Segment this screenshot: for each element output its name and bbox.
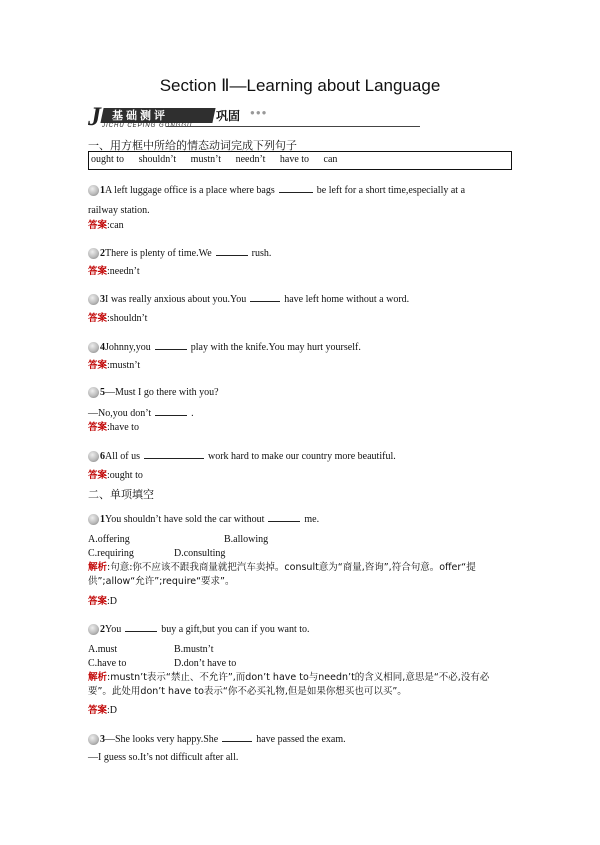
question-marker-icon <box>88 342 99 353</box>
section-banner <box>88 104 420 132</box>
answer-line: 答案:mustn’t <box>88 360 141 371</box>
answer-blank <box>155 406 187 416</box>
option: D.don’t have to <box>174 658 237 669</box>
answer-line: 答案:can <box>88 220 124 231</box>
question-marker-icon <box>88 451 99 462</box>
option: C.have to <box>88 658 127 669</box>
question-marker-icon <box>88 185 99 196</box>
option: C.requiring <box>88 548 134 559</box>
question-continuation: railway station. <box>88 205 150 216</box>
question-marker-icon <box>88 734 99 745</box>
banner-strong: 巩固 <box>216 109 241 123</box>
question: 4Johnny,you play with the knife.You may hurt yourself. <box>88 340 361 354</box>
question-marker-icon <box>88 387 99 398</box>
word-item: can <box>323 154 338 165</box>
question: 3—She looks very happy.She have passed the exam. <box>88 732 346 746</box>
option: B.mustn’t <box>174 644 214 655</box>
option: B.allowing <box>224 534 269 545</box>
word-item: mustn’t <box>190 154 222 165</box>
word-item: have to <box>279 154 310 165</box>
option: A.offering <box>88 534 130 545</box>
part1-heading: 一、用方框中所给的情态动词完成下列句子 <box>88 139 297 152</box>
question-marker-icon <box>88 624 99 635</box>
question-reply: —No,you don’t . <box>88 408 194 419</box>
answer-line: 答案:shouldn’t <box>88 313 148 324</box>
question-reply: —I guess so.It’s not difficult after all. <box>88 752 239 763</box>
answer-blank <box>155 340 187 350</box>
analysis: 解析:句意:你不应该不跟我商量就把汽车卖掉。consult意为“商量,咨询”,符合句意。offer“提供”;allow“允许”;require“要求”。 <box>88 562 476 587</box>
answer-line: 答案:D <box>88 596 118 607</box>
answer-blank <box>144 449 204 459</box>
banner-logo-letter: J <box>88 102 101 131</box>
banner-pinyin: JICHU CEPING GONGGU <box>102 123 193 129</box>
question-marker-icon <box>88 248 99 259</box>
page-title: Section Ⅱ—Learning about Language <box>159 76 441 95</box>
analysis: 解析:mustn’t表示“禁止、不允许”,而don’t have to与needn’t的含义相同,意思是“不必,没有必要”。此处用don’t have to表示“你不必买礼物,但是如果你想买也可以买”。 <box>88 672 490 697</box>
answer-blank <box>216 246 248 256</box>
question-marker-icon <box>88 514 99 525</box>
question: 2There is plenty of time.We rush. <box>88 246 271 260</box>
answer-blank <box>222 732 252 742</box>
answer-line: 答案:have to <box>88 422 139 433</box>
question: 6All of us work hard to make our country more beautiful. <box>88 449 396 463</box>
answer-line: 答案:ought to <box>88 470 143 481</box>
question: 3I was really anxious about you.You have left home without a word. <box>88 292 409 306</box>
banner-tag: 基础测评 <box>100 108 215 123</box>
question: 1You shouldn’t have sold the car without me. <box>88 512 319 526</box>
banner-rule <box>166 126 420 127</box>
question: 1A left luggage office is a place where bags be left for a short time,especially at a <box>88 183 465 197</box>
question-marker-icon <box>88 294 99 305</box>
banner-dots: ●●● <box>250 108 268 117</box>
question: 2You buy a gift,but you can if you want to. <box>88 622 310 636</box>
word-box <box>88 151 512 170</box>
word-item: shouldn’t <box>138 154 177 165</box>
part2-heading: 二、单项填空 <box>88 488 154 501</box>
answer-blank <box>125 622 157 632</box>
word-item: ought to <box>91 154 125 165</box>
answer-line: 答案:D <box>88 705 118 716</box>
question: 5—Must I go there with you? <box>88 387 219 399</box>
answer-blank <box>268 512 300 522</box>
option: A.must <box>88 644 118 655</box>
answer-blank <box>279 183 313 193</box>
word-item: needn’t <box>235 154 266 165</box>
option: D.consulting <box>174 548 226 559</box>
answer-blank <box>250 292 280 302</box>
answer-line: 答案:needn’t <box>88 266 140 277</box>
